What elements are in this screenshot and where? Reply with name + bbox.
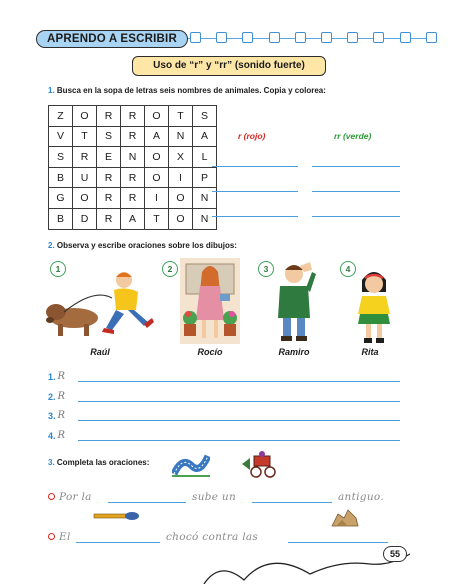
oar-drawing [92,508,140,524]
square-icon [295,32,306,43]
decorative-squiggle [200,540,452,584]
exercise-2-instruction [48,241,237,250]
sentence-1 [48,491,92,503]
grid-cell[interactable]: O [145,168,169,189]
grid-cell[interactable]: O [73,188,97,209]
writing-row-4 [48,430,65,441]
picture-number-4: 4 [340,261,356,277]
exercise-1-number: 1. [48,86,55,95]
grid-cell[interactable]: B [49,209,73,230]
grid-cell[interactable]: Z [49,106,73,127]
picture-number-2: 2 [162,261,178,277]
grid-cell[interactable]: G [49,188,73,209]
header-squares [190,32,437,43]
grid-cell[interactable]: N [193,209,217,230]
carriage-drawing [240,450,282,478]
square-icon [347,32,358,43]
grid-cell[interactable]: S [97,127,121,148]
writing-start-letter: R [57,371,66,382]
grid-cell[interactable]: R [121,188,145,209]
grid-cell[interactable]: U [73,168,97,189]
boy-scratching-head-drawing [270,260,318,344]
sentence-2-part-b: chocó contra las [166,531,259,543]
square-icon [269,32,280,43]
grid-cell[interactable]: S [193,106,217,127]
writing-row-2 [48,391,65,402]
grid-cell[interactable]: N [193,188,217,209]
grid-cell[interactable]: R [121,127,145,148]
blank-line-2[interactable] [252,502,332,503]
grid-cell[interactable]: N [169,127,193,148]
exercise-3-number: 3. [48,458,55,467]
grid-cell[interactable]: O [169,209,193,230]
grid-cell[interactable]: O [145,106,169,127]
square-icon [373,32,384,43]
grid-cell[interactable]: O [145,147,169,168]
sentence-1-part-c: antiguo. [338,491,384,503]
grid-cell[interactable]: R [97,188,121,209]
grid-cell[interactable]: A [121,209,145,230]
answer-line-r[interactable] [212,191,298,192]
writing-start-letter: R [57,430,66,441]
grid-cell[interactable]: A [145,127,169,148]
grid-cell[interactable]: D [73,209,97,230]
grid-cell[interactable]: L [193,147,217,168]
picture-name-2: Rocío [197,347,223,357]
writing-line-4[interactable] [78,440,400,441]
answer-line-rr[interactable] [312,166,400,167]
grid-cell[interactable]: T [145,209,169,230]
grid-cell[interactable]: E [97,147,121,168]
square-icon [216,32,227,43]
exercise-3-text: Completa las oraciones: [56,458,150,467]
writing-number: 1. [48,372,56,382]
exercise-1-instruction [48,86,326,95]
legend-rr-green: rr (verde) [334,131,372,141]
girl-with-headband-drawing [352,266,396,344]
sentence-2-part-a: El [59,531,71,543]
writing-row-3 [48,410,65,421]
lesson-subtitle: Uso de “r” y “rr” (sonido fuerte) [132,56,326,76]
writing-line-3[interactable] [78,420,400,421]
writing-number: 3. [48,411,56,421]
answer-line-r[interactable] [212,216,298,217]
square-icon [426,32,437,43]
grid-cell[interactable]: X [169,147,193,168]
grid-cell[interactable]: T [73,127,97,148]
answer-line-rr[interactable] [312,191,400,192]
square-icon [321,32,332,43]
square-icon [400,32,411,43]
square-icon [242,32,253,43]
grid-cell[interactable]: R [73,147,97,168]
rocks-drawing [330,506,360,528]
exercise-2-text: Observa y escribe oraciones sobre los dibujos: [56,241,237,250]
road-drawing [172,452,210,478]
writing-row-1 [48,371,65,382]
page-number: 55 [383,546,407,562]
grid-cell[interactable]: I [145,188,169,209]
blank-line-3[interactable] [76,542,160,543]
square-icon [190,32,201,43]
grid-cell[interactable]: O [73,106,97,127]
page-title: APRENDO A ESCRIBIR [36,30,188,48]
sentence-1-part-a: Por la [59,491,92,503]
grid-cell[interactable]: O [169,188,193,209]
bullet-icon [48,493,55,500]
picture-name-4: Rita [361,347,379,357]
exercise-1-text: Busca en la sopa de letras seis nombres de animales. Copia y colorea: [56,86,326,95]
legend-r-red: r (rojo) [238,131,266,141]
writing-number: 4. [48,431,56,441]
answer-line-rr[interactable] [312,216,400,217]
exercise-3-instruction [48,458,149,467]
grid-cell[interactable]: B [49,168,73,189]
picture-number-3: 3 [258,261,274,277]
sentence-2 [48,531,71,543]
sentence-1-part-b: sube un [192,491,237,503]
grid-cell[interactable]: T [169,106,193,127]
grid-cell[interactable]: P [193,168,217,189]
grid-cell[interactable]: R [121,168,145,189]
grid-cell[interactable]: A [193,127,217,148]
picture-name-1: Raúl [90,347,110,357]
grid-cell[interactable]: S [49,147,73,168]
writing-start-letter: R [57,391,66,402]
grid-cell[interactable]: R [97,106,121,127]
writing-line-2[interactable] [78,401,400,402]
writing-number: 2. [48,392,56,402]
blank-line-1[interactable] [108,502,186,503]
writing-line-1[interactable] [78,381,400,382]
girl-watering-plants-drawing [180,258,240,344]
writing-start-letter: R [57,410,66,421]
picture-name-3: Ramiro [278,347,310,357]
exercise-2-number: 2. [48,241,55,250]
grid-cell[interactable]: R [97,168,121,189]
answer-line-r[interactable] [212,166,298,167]
grid-cell[interactable]: R [97,209,121,230]
grid-cell[interactable]: V [49,127,73,148]
bullet-icon [48,533,55,540]
grid-cell[interactable]: I [169,168,193,189]
word-search-grid[interactable] [48,105,217,230]
grid-cell[interactable]: R [121,106,145,127]
grid-cell[interactable]: N [121,147,145,168]
picture-number-1: 1 [50,261,66,277]
boy-running-with-dog-drawing [44,268,156,342]
